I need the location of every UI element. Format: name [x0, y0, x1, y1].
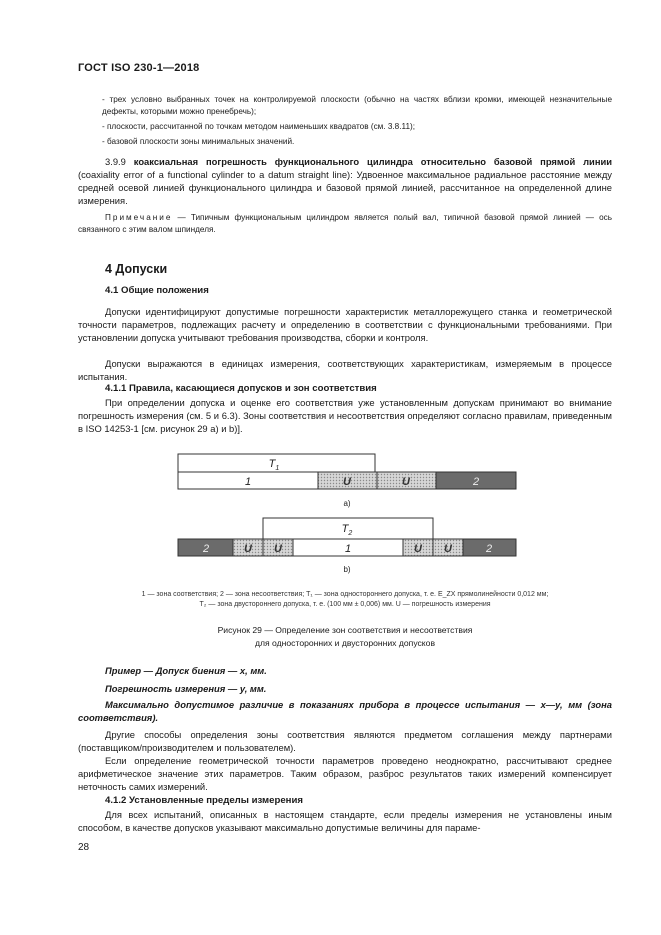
tolerance-label-t1: $T_1$	[268, 458, 280, 472]
definition-term: коаксиальная погрешность функционального цилиндра относительно базовой прямой линии	[133, 156, 613, 167]
figure-caption-line-2: для односторонних и двусторонних допусков	[254, 638, 436, 648]
diagram-a-caption: а)	[343, 499, 351, 508]
document-header: ГОСТ ISO 230-1—2018	[78, 62, 200, 74]
paragraph: Допуски выражаются в единицах измерения, соответствующих характеристикам, измеряемым в процессе испытания.	[78, 358, 612, 382]
list-item: - трех условно выбранных точек на контролируемой плоскости (обычно на частях вблизи кромки, имеющей незначительные дефекты, которыми можно пренебречь);	[102, 95, 612, 116]
paragraph: Если определение геометрической точности параметров проведено неоднократно, рассчитывают среднее арифметическое значение этих параметров. Таким образом, разброс результатов таких измерений компенсирует неточность самих измерений.	[78, 755, 612, 792]
list-item: - плоскости, рассчитанной по точкам методом наименьших квадратов (см. 3.8.11);	[102, 122, 416, 131]
uncertainty-label: U	[444, 543, 452, 555]
example-line-3: Максимально допустимое различие в показаниях прибора в процессе испытания — x—y, мм (зона соответствия).	[78, 699, 612, 723]
zone-label-2: 2	[472, 476, 480, 488]
figure-29-diagram	[170, 446, 530, 586]
diagram-b-caption: b)	[343, 565, 351, 574]
zone-label-2: 2	[485, 543, 493, 555]
example-line-1: Пример — Допуск биения — x, мм.	[105, 665, 267, 676]
section-title-4: 4 Допуски	[105, 262, 168, 276]
example-line-2: Погрешность измерения — y, мм.	[105, 683, 267, 694]
diagram-a	[178, 454, 516, 508]
definition-3-9-9	[78, 155, 612, 207]
figure-caption-line-1: Рисунок 29 — Определение зон соответствия и несоответствия	[217, 625, 473, 635]
zone-label-2: 2	[202, 543, 210, 555]
note	[78, 212, 612, 236]
paragraph: При определении допуска и оценке его соответствия уже установленным допускам принимают во внимание погрешность измерения (см. 5 и 6.3). Зоны соответствия и несоответствия определяют согласно правилам, приведенным в ISO 14253-1 [см. рисунок 29 а) и b)].	[78, 397, 612, 434]
uncertainty-label: U	[402, 476, 410, 488]
paragraph: Другие способы определения зоны соответствия являются предметом соглашения между партнерами (поставщиком/производителем и пользователем).	[78, 729, 612, 753]
definition-body: (coaxiality error of a functional cylinder to a datum straight line): Удвоенное максимальное радиальное расстояние между средней осевой линией функционального цилиндра и базовой прямой линией, рассчитанное на определенной длине измерения.	[78, 169, 612, 206]
tolerance-label-t2: $T_2$	[341, 523, 353, 537]
uncertainty-label: U	[244, 543, 252, 555]
note-label: Примечание	[105, 213, 173, 222]
uncertainty-label: U	[414, 543, 422, 555]
figure-legend-line-2: T₂ — зона двустороннего допуска, т. е. (100 мм ± 0,006) мм. U — погрешность измерения	[199, 601, 491, 608]
zone-label-1: 1	[344, 543, 352, 555]
figure-legend-line-1: 1 — зона соответствия; 2 — зона несоответствия; T₁ — зона одностороннего допуска, т. е. E_ZX прямолинейности 0,012 мм;	[141, 591, 549, 598]
section-title-4-1: 4.1 Общие положения	[105, 285, 209, 296]
paragraph: Для всех испытаний, описанных в настоящем стандарте, если пределы измерения не установлены иным способом, в качестве допусков указывают максимально допустимые величины для параме-	[78, 809, 612, 833]
uncertainty-label: U	[274, 543, 282, 555]
page-number: 28	[78, 842, 90, 853]
zone-label-1: 1	[244, 476, 252, 488]
diagram-b	[178, 518, 516, 574]
definition-number: 3.9.9	[105, 156, 126, 167]
section-title-4-1-2: 4.1.2 Установленные пределы измерения	[105, 795, 303, 806]
note-text: — Типичным функциональным цилиндром является полый вал, типичной базовой прямой линией — ось связанного с этим валом шпинделя.	[78, 213, 612, 234]
uncertainty-label: U	[343, 476, 351, 488]
paragraph: Допуски идентифицируют допустимые погрешности характеристик металлорежущего станка и геометрической точности параметров, подлежащих расчету и определению в соответствии с функциональными требованиями. При установлении допуска учитывают требования производства, сборки и контроля.	[78, 306, 612, 343]
list-item: - базовой плоскости зоны минимальных значений.	[102, 137, 295, 146]
section-title-4-1-1: 4.1.1 Правила, касающиеся допусков и зон соответствия	[105, 383, 377, 394]
